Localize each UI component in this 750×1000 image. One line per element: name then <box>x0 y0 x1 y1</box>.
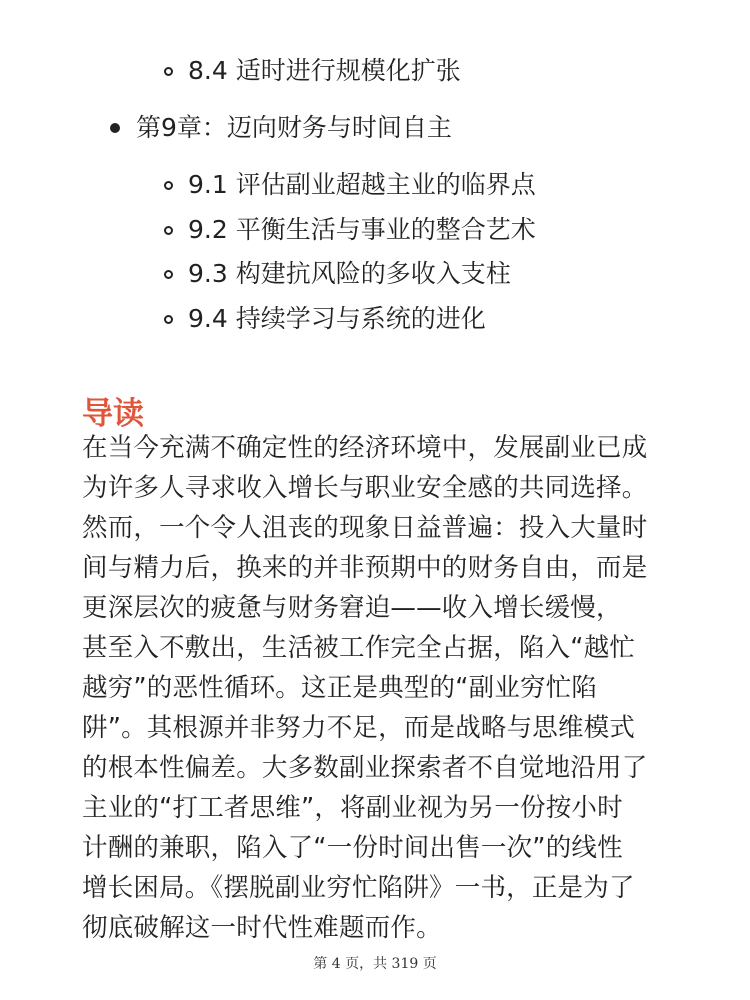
circle-bullet-icon <box>164 181 173 190</box>
toc-item-8-4[interactable] <box>164 53 461 89</box>
paragraph-line: 间与精力后，换来的并非预期中的财务自由，而是 <box>82 553 648 583</box>
toc-chapter-label: 第9章：迈向财务与时间自主 <box>136 113 452 142</box>
toc-chapter-9[interactable] <box>110 110 452 146</box>
paragraph-line: 为许多人寻求收入增长与职业安全感的共同选择。 <box>82 473 648 503</box>
disc-bullet-icon <box>110 123 120 133</box>
circle-bullet-icon <box>164 315 173 324</box>
toc-item-9-3[interactable] <box>164 256 511 292</box>
toc-item-9-1[interactable] <box>164 167 536 203</box>
toc-item-label: 8.4 适时进行规模化扩张 <box>188 56 461 85</box>
page-number-footer: 第 4 页，共 319 页 <box>313 956 437 972</box>
paragraph-line: 彻底破解这一时代性难题而作。 <box>82 913 442 943</box>
toc-item-label: 9.4 持续学习与系统的进化 <box>188 304 486 333</box>
section-heading: 导读 <box>82 395 144 432</box>
circle-bullet-icon <box>164 226 173 235</box>
paragraph-line: 主业的“打工者思维”，将副业视为另一份按小时 <box>82 793 623 823</box>
toc-item-label: 9.2 平衡生活与事业的整合艺术 <box>188 215 536 244</box>
circle-bullet-icon <box>164 67 173 76</box>
paragraph-line: 在当今充满不确定性的经济环境中，发展副业已成 <box>82 433 648 463</box>
toc-item-9-2[interactable] <box>164 212 536 248</box>
paragraph-line: 越穷”的恶性循环。这正是典型的“副业穷忙陷 <box>82 673 598 703</box>
toc-item-9-4[interactable] <box>164 301 486 337</box>
paragraph-line: 的根本性偏差。大多数副业探索者不自觉地沿用了 <box>82 753 648 783</box>
paragraph-line: 甚至入不敷出，生活被工作完全占据，陷入“越忙 <box>82 633 636 663</box>
toc-item-label: 9.1 评估副业超越主业的临界点 <box>188 170 536 199</box>
paragraph-line: 增长困局。《摆脱副业穷忙陷阱》一书，正是为了 <box>82 873 635 903</box>
circle-bullet-icon <box>164 270 173 279</box>
toc-item-label: 9.3 构建抗风险的多收入支柱 <box>188 259 511 288</box>
paragraph-line: 更深层次的疲惫与财务窘迫——收入增长缓慢， <box>82 593 622 623</box>
paragraph-line: 阱”。其根源并非努力不足，而是战略与思维模式 <box>82 713 636 743</box>
paragraph-line: 计酬的兼职，陷入了“一份时间出售一次”的线性 <box>82 833 623 863</box>
paragraph-line: 然而，一个令人沮丧的现象日益普遍：投入大量时 <box>82 513 648 543</box>
